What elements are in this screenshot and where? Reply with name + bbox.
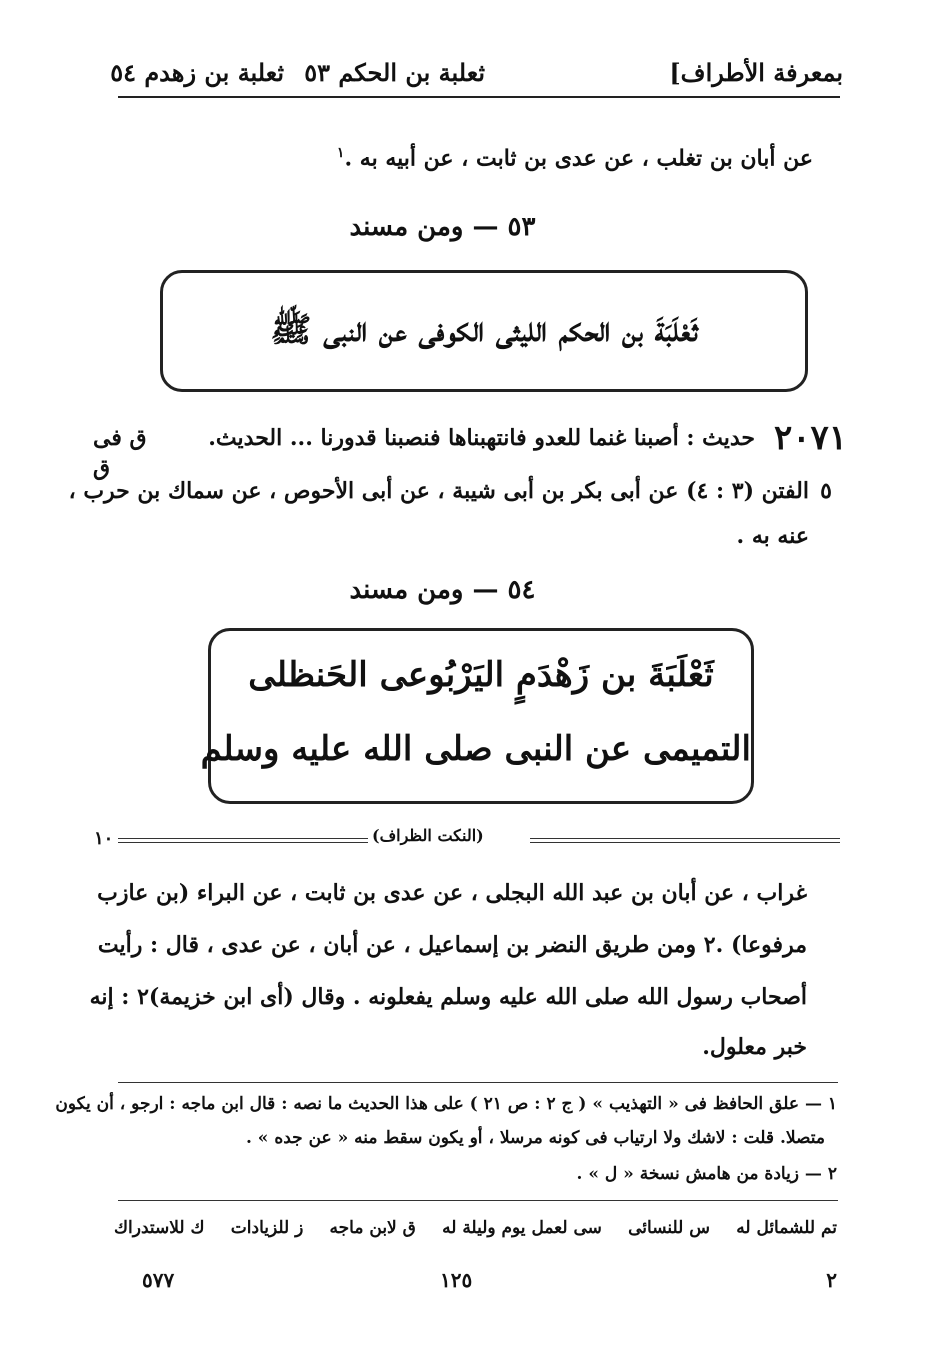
running-header-entry-53: ثعلبة بن الحكم ٥٣ <box>304 58 485 87</box>
footnote-ref: ١ <box>336 145 345 161</box>
volume-number: ٢ <box>826 1268 837 1292</box>
section-54-title: ٥٤ — ومن مسند <box>349 575 536 605</box>
footnote-1-line-2: متصلا. قلت : لاشك ولا ارتياب فى كونه مرسلا ، أو يكون سقط منه « عن جده » . <box>245 1128 825 1148</box>
footnote-rule <box>118 1082 838 1083</box>
legend-item: ق لابن ماجه <box>329 1218 416 1238</box>
line-number-5: ٥ <box>820 478 832 504</box>
page-number: ١٢٥ <box>440 1268 473 1292</box>
nukat-divider-label: (النكت الظراف) <box>372 826 484 845</box>
running-header-title: بمعرفة الأطراف] <box>669 58 843 87</box>
legend-rule <box>118 1200 838 1201</box>
hadith-siglum-2: ق <box>93 455 111 481</box>
hadith-line-1: حديث : أصبنا غنما للعدو فانتهبناها فنصبنا قدورنا ... الحديث. <box>208 425 755 451</box>
nukat-line-1: غراب ، عن أبان بن عبد الله البجلى ، عن عدى بن ثابت ، عن البراء (بن عازب <box>97 880 807 906</box>
legend-item: تم للشمائل له <box>736 1218 837 1238</box>
legend-item: سى لعمل يوم وليلة له <box>442 1218 602 1238</box>
hadith-line-2: الفتن (٣ : ٤) عن أبى بكر بن أبى شيبة ، عن أبى الأحوص ، عن سماك بن حرب ، <box>68 478 809 504</box>
nukat-line-2: مرفوعا) .٢ ومن طريق النضر بن إسماعيل ، عن أبان ، عن عدى ، قال : رأيت <box>97 932 807 958</box>
nukat-line-3: أصحاب رسول الله صلى الله عليه وسلم يفعلونه . وقال (أى ابن خزيمة)٢ : إنه <box>89 984 807 1010</box>
nukat-line-4: خبر معلول. <box>702 1034 807 1060</box>
hadith-siglum-1: ق فى <box>93 425 147 451</box>
divider-right-rule <box>530 838 840 843</box>
legend-item: ك للاستدراك <box>114 1218 205 1238</box>
section-54-name-line-2: التميمى عن النبى صلى الله عليه وسلم <box>200 729 751 769</box>
footnote-1-line-1: ١ — علق الحافظ فى « التهذيب » ( ج ٢ : ص ٢١ ) على هذا الحديث ما نصه : قال ابن ماجه : ارجو ، أن يكون <box>55 1094 837 1114</box>
line-number-10: ١٠ <box>94 828 114 849</box>
hadith-line-3: عنه به . <box>736 523 809 549</box>
section-53-name-box <box>160 270 808 392</box>
intro-text: عن أبان بن تغلب ، عن عدى بن ثابت ، عن أبيه به . <box>344 145 813 172</box>
sigla-legend <box>114 1218 837 1238</box>
footnote-2: ٢ — زيادة من هامش نسخة « ل » . <box>576 1164 837 1184</box>
hadith-number: ٢٠٧١ <box>773 418 847 458</box>
continuous-page-number: ٥٧٧ <box>142 1268 175 1292</box>
section-53-name: ثَعْلَبَةَ بن الحكم الليثى الكوفى عن النبى ﷺ <box>270 310 698 350</box>
header-rule <box>118 96 840 98</box>
section-54-name-box <box>200 628 754 804</box>
legend-item: ز للزيادات <box>230 1218 304 1238</box>
section-53-title: ٥٣ — ومن مسند <box>349 212 536 242</box>
legend-item: س للنسائى <box>628 1218 710 1238</box>
intro-line <box>337 145 813 171</box>
section-54-name-line-1: ثَعْلَبَةَ بن زَهْدَمٍ اليَرْبُوعى الحَنظلى <box>248 655 714 695</box>
running-header-entry-54: ثعلبة بن زهدم ٥٤ <box>110 58 284 87</box>
divider-left-rule <box>118 838 368 843</box>
